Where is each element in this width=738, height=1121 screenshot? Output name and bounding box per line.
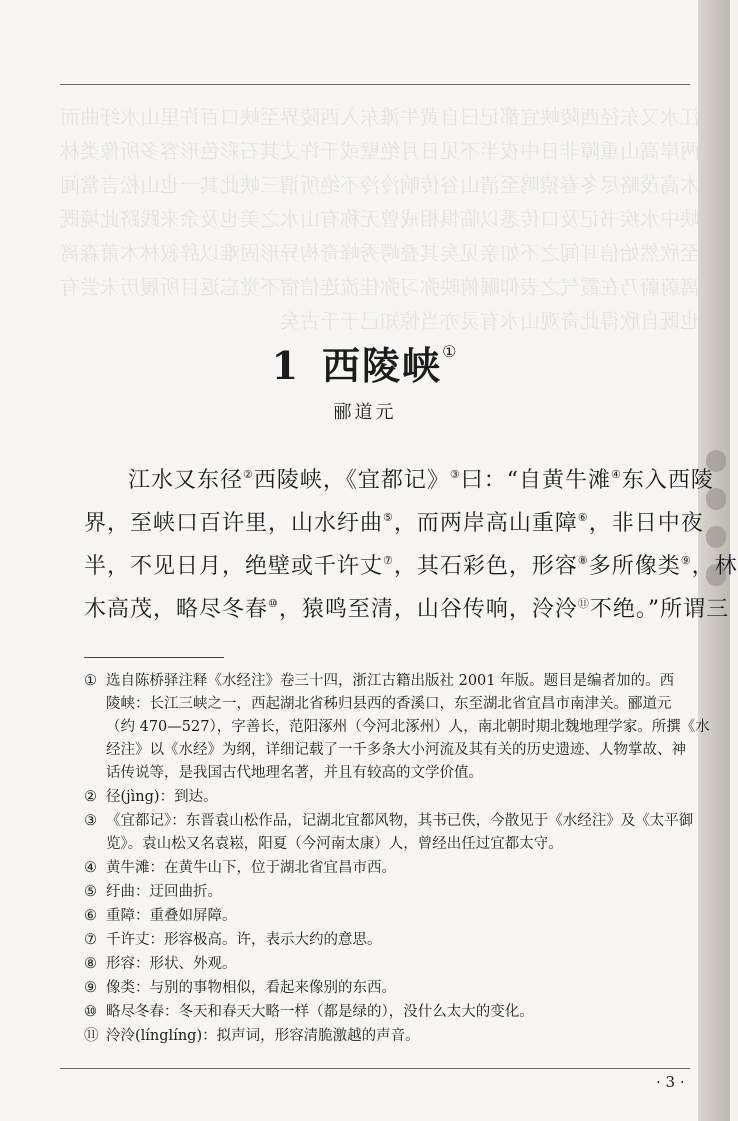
note-ref: ⑨ <box>680 554 692 567</box>
footnote <box>84 1001 684 1024</box>
footnote-line: 话传说等，是我国古代地理名著，并且有较高的文学价值。 <box>106 765 483 781</box>
footnote-line: 重障：重叠如屏障。 <box>106 908 237 924</box>
footnote <box>84 953 684 976</box>
text-run: 多所像类 <box>588 554 681 579</box>
text-run: 半，不见日月，绝壁或千许丈 <box>84 554 384 579</box>
text-line <box>84 499 704 542</box>
footnote-mark: ③ <box>84 813 97 829</box>
text-line <box>84 585 730 628</box>
footnote <box>84 1025 684 1048</box>
footnote-text <box>106 929 684 952</box>
text-run: 不绝。”所谓三 <box>589 597 730 622</box>
footnote <box>84 929 684 952</box>
text-run: 东入西陵 <box>621 468 714 493</box>
footnote-line: 纡曲：迂回曲折。 <box>106 884 222 900</box>
note-ref: ⑤ <box>383 511 394 524</box>
title-note-mark: ① <box>442 342 459 361</box>
footnote-mark: ② <box>84 789 97 805</box>
footnotes <box>84 670 710 1049</box>
text-run: ，而两岸高山重障 <box>393 511 578 536</box>
text-run: 江水又东径 <box>128 468 244 493</box>
footnote-line: 像类：与别的事物相似，看起来像别的东西。 <box>106 980 396 996</box>
chapter-number: 1 <box>271 343 301 388</box>
footnote-text <box>106 905 684 928</box>
header-rule <box>60 84 690 85</box>
footnote-mark: ⑩ <box>84 1004 97 1020</box>
note-ref: ⑪ <box>577 597 590 610</box>
footnote-line: 径(jìng)：到达。 <box>106 789 218 805</box>
text-run: 西陵峡，《宜都记》 <box>253 468 450 493</box>
note-ref: ⑧ <box>577 554 589 567</box>
footnote-mark: ⑦ <box>84 932 97 948</box>
text-run: ，非日中夜 <box>588 511 704 536</box>
footnote-line: 黄牛滩：在黄牛山下，位于湖北省宜昌市西。 <box>106 860 396 876</box>
text-run: ，其石彩色，形容 <box>393 554 578 579</box>
footnote <box>84 857 684 880</box>
bleed-through-text: 江水又东径西陵峡宜都记曰自黄牛滩东入西陵界至峡口百许里山水纡曲而两岸高山重障非日中夜半不见日月绝壁或千许丈其石彩色形容多所像类林木高茂略尽冬春猿鸣至清山谷传响泠泠不绝所谓三峡此其一也山松言常闻峡中水疾书记及口传悉以临惧相戒曾无称有山水之美也及余来践跻此境既至欣然始信耳闻之不如亲见矣其叠崿秀峰奇构异形固难以辞叙林木萧森离离蔚蔚乃在霞气之表仰瞩俯映弥习弥佳流连信宿不觉忘返目所履历未尝有也既自欣得此奇观山水有灵亦当惊知己于千古矣 <box>60 105 700 333</box>
footnote <box>84 810 694 856</box>
footnote-line: 形容：形状、外观。 <box>106 956 237 972</box>
footnote-text <box>106 786 684 809</box>
text-line <box>84 542 738 585</box>
footnote-text <box>106 953 684 976</box>
note-ref: ④ <box>611 468 622 481</box>
text-line <box>84 456 714 499</box>
text-run: ，林 <box>691 554 738 579</box>
footnote-line: （约 470—527），字善长，范阳涿州（今河北涿州）人，南北朝时期北魏地理学家。所撰《水 <box>106 719 710 735</box>
footnote-mark: ⑤ <box>84 884 97 900</box>
text-run: ，猿鸣至清，山谷传响，泠泠 <box>278 597 578 622</box>
footnote <box>84 670 710 785</box>
footnote <box>84 977 684 1000</box>
footnote-text <box>106 1001 684 1024</box>
footnote-line: 经注》以《水经》为纲，详细记载了一千多条大小河流及其有关的历史遗迹、人物掌故、神 <box>106 742 686 758</box>
footnote-text <box>106 881 684 904</box>
footnote-line: 览》。袁山松又名袁崧，阳夏（今河南太康）人，曾经出任过宜都太守。 <box>106 836 563 852</box>
footnote-line: 选自陈桥驿注释《水经注》卷三十四，浙江古籍出版社 2001 年版。题目是编者加的。西 <box>106 673 675 689</box>
footnote-mark: ⑧ <box>84 956 97 972</box>
footnote-mark: ⑥ <box>84 908 97 924</box>
note-ref: ③ <box>449 468 461 481</box>
footnote-mark: ⑪ <box>84 1028 99 1044</box>
footnote-rule <box>84 657 224 658</box>
text-run: 木高茂，略尽冬春 <box>84 597 269 622</box>
footnote-mark: ⑨ <box>84 980 97 996</box>
footnote <box>84 905 684 928</box>
footnote-line: 《宜都记》：东晋袁山松作品，记湖北宜都风物，其书已佚，今散见于《水经注》及《太平御 <box>106 813 694 829</box>
footnote-line: 千许丈：形容极高。许，表示大约的意思。 <box>106 932 382 948</box>
footnote-mark: ④ <box>84 860 97 876</box>
footnote-text <box>106 977 684 1000</box>
footnote-text <box>106 857 684 880</box>
edge-tab <box>706 526 726 548</box>
chapter-title <box>0 335 730 390</box>
text-run: 界，至峡口百许里，山水纡曲 <box>84 511 384 536</box>
footnote-line: 略尽冬春：冬天和春天大略一样（都是绿的），没什么太大的变化。 <box>106 1004 534 1020</box>
note-ref: ② <box>243 468 254 481</box>
footer-rule <box>60 1068 690 1069</box>
main-text <box>84 456 738 628</box>
footnote-mark: ① <box>84 673 97 689</box>
footnote-line: 泠泠(línglíng)：拟声词，形容清脆激越的声音。 <box>106 1028 420 1044</box>
footnote <box>84 881 684 904</box>
text-run: 曰：“自黄牛滩 <box>460 468 612 493</box>
page-number: · 3 · <box>656 1073 685 1091</box>
note-ref: ⑥ <box>577 511 589 524</box>
footnote-text <box>106 1025 684 1048</box>
author-name: 郦道元 <box>333 402 397 423</box>
footnote-line: 陵峡：长江三峡之一，西起湖北省秭归县西的香溪口，东至湖北省宜昌市南津关。郦道元 <box>106 696 672 712</box>
note-ref: ⑦ <box>383 554 394 567</box>
footnote <box>84 786 684 809</box>
footnote-text <box>106 810 693 856</box>
chapter-title-text: 西陵峡 <box>322 343 443 388</box>
footnote-text <box>106 670 710 785</box>
note-ref: ⑩ <box>268 597 279 610</box>
